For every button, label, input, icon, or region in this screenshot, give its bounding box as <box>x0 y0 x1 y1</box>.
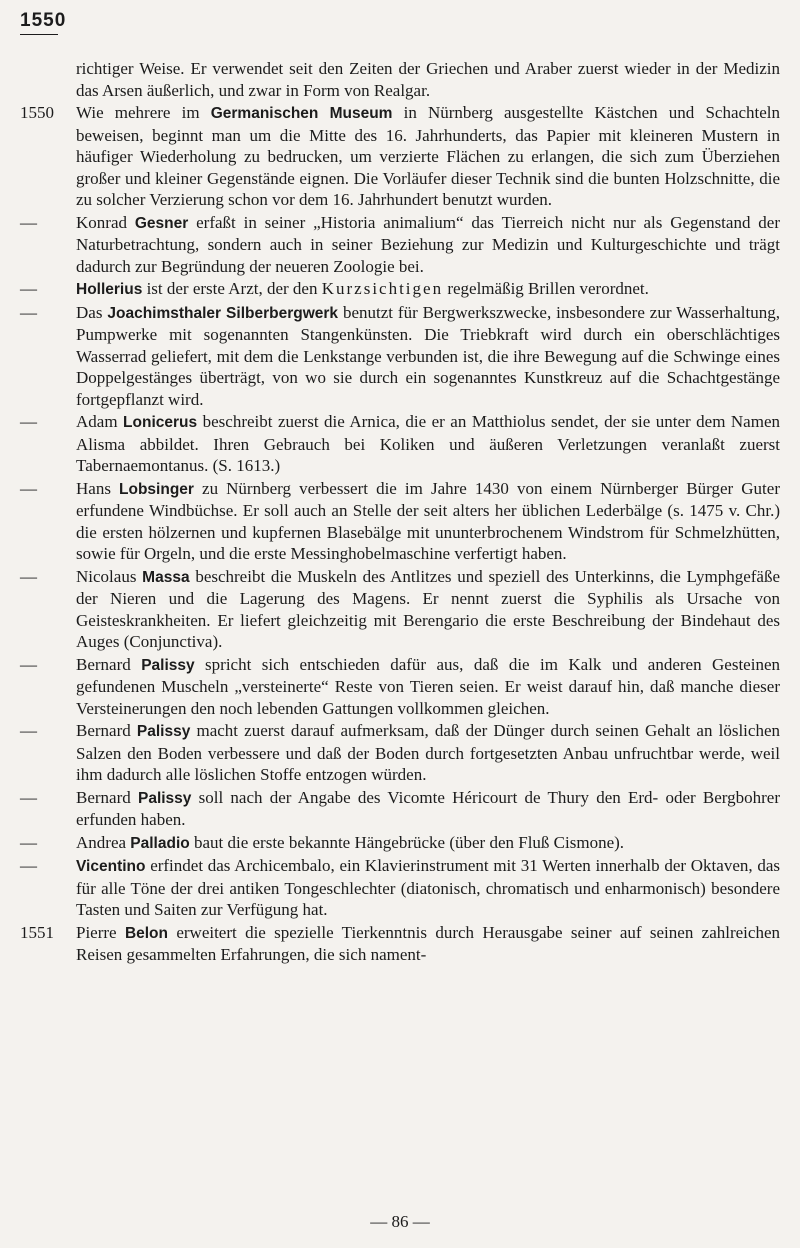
highlighted-name: Belon <box>124 924 168 942</box>
entry-text-fragment: beschreibt die Muskeln des Antlitzes und speziell des Unterkinns, die Lymphgefäße der Nieren und die Lagerung des Magens. Er nennt zuerst die Syphilis als Ursache von Geisteskrankheiten. Er liefert gleichzeitig mit Berengario die erste Beschreibung der Bindehaut des Auges (Conjunctiva). <box>76 566 780 651</box>
entry-text-fragment: Hans <box>76 478 120 498</box>
entry-text-fragment: baut die erste bekannte Hängebrücke (über den Fluß Cismone). <box>189 832 625 852</box>
page-header-number: 1550 <box>20 10 66 35</box>
entry-year-marker: — <box>20 302 37 322</box>
chronicle-entry <box>20 832 780 855</box>
entry-year-marker: — <box>20 412 37 431</box>
entry-text-fragment: Nicolaus <box>76 566 143 586</box>
entry-text-fragment: Bernard <box>76 787 138 807</box>
entry-text-fragment: in Nürnberg ausgestellte Kästchen und Schachteln beweisen, beginnt man um die Mitte des 16. Jahrhunderts, das Papier mit kleineren Mustern in häufiger Wiederholung zu bedrucken, um verzierte Flächen zu erlangen, die sich zum Überziehen großer und kleiner Gegenstände eignen. Die Vorläufer dieser Technik sind die bunten Holzschnitte, die zu solcher Verzierung schon vor dem 16. Jahrhundert benutzt wurden. <box>76 103 781 209</box>
entry-year-marker: — <box>20 832 37 852</box>
entry-text <box>76 566 780 653</box>
highlighted-name: Lobsinger <box>119 480 194 498</box>
entry-text-fragment: Das <box>76 302 108 322</box>
chronicle-entry <box>20 787 780 831</box>
entry-text-fragment: Pierre <box>76 922 125 942</box>
entry-text <box>76 302 780 411</box>
entry-text <box>76 58 780 101</box>
highlighted-name: Gesner <box>134 214 189 232</box>
entry-text-fragment: benutzt für Bergwerkszwecke, insbesondere zur Wasserhaltung, Pumpwerke mit sogenannten Stangenkünsten. Die Triebkraft wird durch ein oberschlächtiges Wasserrad geliefert, mit dem die Lenkstange verbunden ist, die ihre Bewegung auf die Schwinge eines Doppelgestänges überträgt, von wo sie durch ein sogenanntes Kunstkreuz auf die Schachtgestänge fortgepflanzt wird. <box>76 302 780 409</box>
entry-text-fragment: ist der erste Arzt, der den <box>142 279 322 298</box>
entry-text <box>76 478 780 565</box>
chronicle-entry <box>20 278 780 301</box>
entry-text <box>76 102 780 211</box>
highlighted-name: Palissy <box>136 723 191 740</box>
spaced-emphasis: Kurzsichtigen <box>321 279 444 298</box>
highlighted-name: Germanischen Museum <box>210 105 393 122</box>
highlighted-name: Hollerius <box>76 281 143 298</box>
entry-text <box>76 278 780 301</box>
entry-text-fragment: spricht sich entschieden dafür aus, daß die im Kalk und anderen Gesteinen gefundenen Muscheln „versteinerte“ Reste von Tieren seien. Er weist darauf hin, daß manche dieser Versteinerungen den noch lebenden Gattungen vollkommen gleichen. <box>76 654 780 718</box>
entry-text <box>76 855 780 921</box>
entry-text-fragment: Bernard <box>76 654 142 674</box>
entry-text-fragment: richtiger Weise. Er verwendet seit den Zeiten der Griechen und Araber zuerst wieder in der Medizin das Arsen äußerlich, und zwar in Form von Realgar. <box>76 59 780 100</box>
entry-text-fragment: Bernard <box>76 721 137 740</box>
chronicle-entry <box>20 720 780 786</box>
entry-year-marker: 1550 <box>20 103 54 122</box>
entry-text <box>76 922 780 966</box>
chronicle-entry <box>20 855 780 921</box>
chronicle-entry <box>20 102 780 211</box>
entry-text <box>76 654 780 720</box>
chronicle-entry <box>20 566 780 653</box>
entry-text <box>76 787 780 831</box>
entry-text-fragment: erfindet das Archicembalo, ein Klavierinstrument mit 31 Werten innerhalb der Oktaven, das für alle Töne der drei antiken Tongeschlechter (diatonisch, chromatisch und enharmonisch) besondere Tasten und Saiten zur Verfügung hat. <box>76 856 780 919</box>
entry-year-marker: — <box>20 478 37 498</box>
highlighted-name: Palladio <box>130 834 190 852</box>
entry-year-marker: — <box>20 566 37 586</box>
entry-year-marker: — <box>20 721 37 740</box>
entry-text <box>76 411 780 477</box>
entry-text-fragment: zu Nürnberg verbessert die im Jahre 1430 von einem Nürnberger Bürger Guter erfundene Windbüchse. Er soll auch an Stelle der seit alters her üblichen Lederbälge (s. 1475 v. Chr.) die ersten hölzernen und kupfernen Blasebälge mit ununterbrochenem Windstrom für Schmelzhütten, sowie für Orgeln, und die erste Messinghobelmaschine verfertigt haben. <box>76 478 780 563</box>
chronicle-entry <box>20 922 780 966</box>
entry-text-fragment: Wie mehrere im <box>76 103 211 122</box>
entry-year-marker: — <box>20 212 37 232</box>
entry-year-marker: — <box>20 787 37 807</box>
highlighted-name: Palissy <box>141 656 195 674</box>
chronicle-entry <box>20 302 780 411</box>
entry-text-fragment: beschreibt zuerst die Arnica, die er an Matthiolus sendet, der sie unter dem Namen Alisma abbildet. Ihren Gebrauch bei Koliken und äußeren Verletzungen veranlaßt zuerst Tabernaemontanus. (S. 1613.) <box>76 412 780 475</box>
entry-text-fragment: macht zuerst darauf aufmerksam, daß der Dünger durch seinen Gehalt an löslichen Salzen den Boden verbessere und daß der Boden durch fortgesetzten Anbau unfruchtbar werde, weil ihm dadurch alle löslichen Stoffe entzogen würden. <box>76 721 780 784</box>
entry-text-fragment: erweitert die spezielle Tierkenntnis durch Herausgabe seiner auf seinen zahlreichen Reisen gesammelten Erfahrungen, die sich nament- <box>76 922 780 964</box>
entry-year-marker: 1551 <box>20 922 54 942</box>
chronicle-entry <box>20 58 780 101</box>
entry-text-fragment: regelmäßig Brillen verordnet. <box>443 279 649 298</box>
entry-text <box>76 832 780 855</box>
entry-text-fragment: soll nach der Angabe des Vicomte Héricourt de Thury den Erd- oder Bergbohrer erfunden haben. <box>76 787 780 829</box>
entry-text <box>76 720 780 786</box>
highlighted-name: Lonicerus <box>123 414 198 431</box>
highlighted-name: Joachimsthaler Silberbergwerk <box>107 304 339 322</box>
entry-year-marker: — <box>20 279 37 298</box>
chronicle-entry <box>20 478 780 565</box>
entry-text-fragment: Andrea <box>76 832 131 852</box>
chronicle-body <box>20 58 780 967</box>
entry-year-marker: — <box>20 856 37 875</box>
entry-text <box>76 212 780 278</box>
highlighted-name: Vicentino <box>76 858 146 875</box>
entry-year-marker: — <box>20 654 37 674</box>
chronicle-entry <box>20 654 780 720</box>
entry-text-fragment: Adam <box>76 412 124 431</box>
entry-text-fragment: Konrad <box>76 212 135 232</box>
chronicle-entry <box>20 411 780 477</box>
entry-text-fragment: erfaßt in seiner „Historia animalium“ das Tierreich nicht nur als Gegenstand der Naturbetrachtung, sondern auch in seiner Beziehung zur Medizin und Kulturgeschichte und trägt dadurch zur Begründung der neueren Zoologie bei. <box>76 212 781 276</box>
page-footer-number: — 86 — <box>370 1212 430 1231</box>
highlighted-name: Massa <box>142 568 190 586</box>
chronicle-entry <box>20 212 780 278</box>
highlighted-name: Palissy <box>137 789 192 807</box>
